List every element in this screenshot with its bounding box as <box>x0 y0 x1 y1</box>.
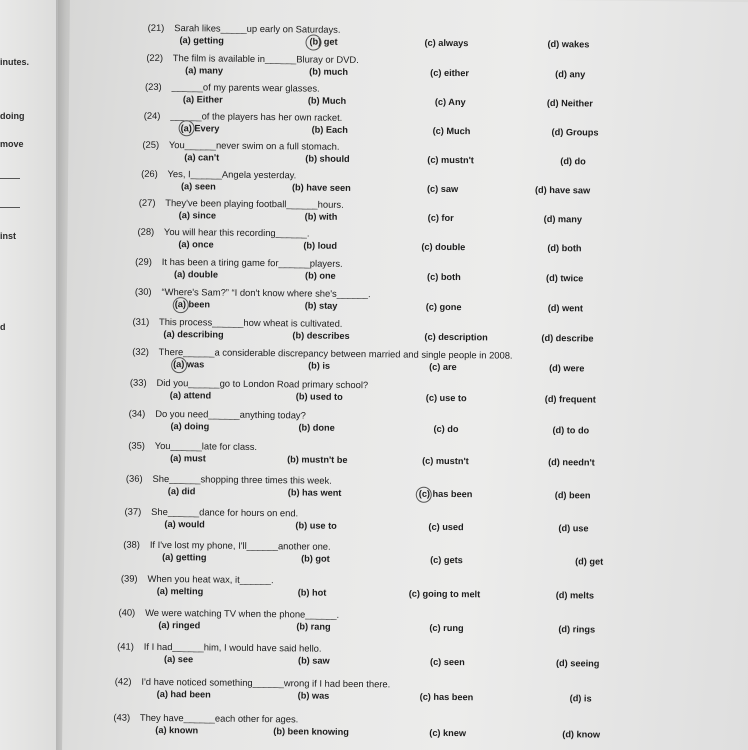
question-text: Do you need______anything today? <box>155 407 306 421</box>
question-stem <box>146 52 359 65</box>
option-c: (c) rung <box>429 622 464 634</box>
option-a: (a) did <box>167 486 196 497</box>
question-text: They have______each other for ages. <box>139 711 299 725</box>
fragment-text: d <box>0 322 6 332</box>
option-c: (c) double <box>421 241 466 253</box>
option-d: (d) have saw <box>534 184 591 196</box>
option-d: (d) frequent <box>544 393 596 405</box>
option-a: (a) was <box>173 359 205 370</box>
question-number: (31) <box>132 315 150 327</box>
question-text: I'd have noticed something______wrong if I had been there. <box>141 675 391 690</box>
option-a: (a) since <box>178 210 217 221</box>
question-text: It has been a tiring game for______players. <box>161 255 343 269</box>
question-text: She______shopping three times this week. <box>152 472 332 486</box>
question-number: (39) <box>120 572 138 584</box>
option-d: (d) describe <box>541 332 594 344</box>
question-42 <box>63 675 748 716</box>
question-stem <box>117 641 321 654</box>
fragment-text: move <box>0 139 24 149</box>
question-text: She______dance for hours on end. <box>151 505 299 519</box>
option-b: (b) hot <box>297 587 327 598</box>
question-number: (36) <box>125 472 143 484</box>
option-a: (a) Either <box>182 94 223 105</box>
option-b: (b) Each <box>311 124 348 135</box>
question-text: ______of the players has her own racket. <box>170 110 343 123</box>
option-d: (d) wakes <box>547 39 590 50</box>
question-stem <box>128 440 257 452</box>
option-d: (d) twice <box>546 273 584 284</box>
question-number: (37) <box>124 505 142 517</box>
question-number: (29) <box>135 255 152 267</box>
question-41 <box>63 640 748 681</box>
option-c: (c) has been <box>418 488 473 500</box>
question-text: We were watching TV when the phone______. <box>145 606 340 620</box>
option-b: (b) get <box>309 36 338 47</box>
question-number: (41) <box>117 640 134 652</box>
question-number: (24) <box>143 109 161 121</box>
question-stem <box>121 573 274 586</box>
question-text: When you heat wax, it______. <box>147 572 274 586</box>
option-d: (d) know <box>562 729 601 740</box>
question-number: (40) <box>118 606 136 618</box>
worksheet-page <box>62 0 748 750</box>
option-a: (a) melting <box>156 585 204 597</box>
option-a: (a) Every <box>180 123 220 134</box>
question-number: (28) <box>137 225 155 237</box>
fragment-text: doing <box>0 111 25 121</box>
option-c: (c) both <box>427 271 461 283</box>
option-d: (d) seeing <box>555 658 600 669</box>
question-text: “Where's Sam?” “I don't know where she's______. <box>161 285 371 300</box>
question-stem <box>118 607 339 620</box>
option-b: (b) stay <box>304 300 338 311</box>
option-c: (c) knew <box>429 727 467 739</box>
question-number: (25) <box>142 138 160 150</box>
option-d: (d) both <box>547 243 582 254</box>
question-text: You______late for class. <box>154 439 258 452</box>
option-a: (a) describing <box>163 328 224 340</box>
option-b: (b) Much <box>307 95 347 106</box>
question-stem <box>113 711 298 724</box>
option-b: (b) have seen <box>291 182 351 193</box>
question-text: If I had______him, I would have said hello. <box>143 640 322 654</box>
option-c: (c) gone <box>425 301 462 313</box>
answer-circle-mark <box>305 34 321 50</box>
option-a: (a) once <box>178 239 214 250</box>
option-d: (d) Groups <box>551 127 599 138</box>
option-d: (d) been <box>554 490 591 501</box>
option-a: (a) known <box>155 724 199 736</box>
question-stem <box>129 408 306 421</box>
question-number: (38) <box>123 538 140 550</box>
option-c: (c) mustn't <box>427 154 474 166</box>
option-c: (c) saw <box>426 183 459 195</box>
fragment-text: inutes. <box>0 57 30 67</box>
question-text: ______of my parents wear glasses. <box>171 81 320 94</box>
fragment-line <box>0 178 20 179</box>
option-b: (b) is <box>308 360 331 371</box>
question-text: There______a considerable discrepancy between married and single people in 2008. <box>158 345 513 361</box>
question-text: Did you______go to London Road primary school? <box>156 376 369 391</box>
option-d: (d) Neither <box>546 98 593 109</box>
question-number: (30) <box>134 285 152 297</box>
previous-page-edge <box>0 0 58 750</box>
question-text: Yes, I______Angela yesterday. <box>167 168 297 181</box>
question-text: Sarah likes_____up early on Saturdays. <box>174 22 341 35</box>
question-stem <box>135 286 371 299</box>
question-stem <box>133 316 343 329</box>
question-text: This process______how wheat is cultivated. <box>158 315 343 329</box>
option-a: (a) had been <box>156 688 211 700</box>
question-number: (35) <box>128 439 146 451</box>
fragment-text: inst <box>0 231 17 241</box>
option-c: (c) has been <box>419 691 474 703</box>
option-d: (d) rings <box>558 624 596 635</box>
option-b: (b) use to <box>295 520 337 531</box>
option-a: (a) many <box>185 65 224 76</box>
question-stem <box>137 226 309 239</box>
question-stem <box>141 168 296 181</box>
option-b: (b) with <box>304 211 338 222</box>
question-text: They've been playing football______hours. <box>165 197 344 210</box>
option-d: (d) use <box>558 523 589 534</box>
option-c: (c) always <box>424 37 469 49</box>
option-c: (c) do <box>433 423 459 435</box>
option-b: (b) used to <box>295 391 343 402</box>
option-b: (b) loud <box>303 240 338 251</box>
option-a: (a) double <box>174 269 219 280</box>
option-b: (b) rang <box>296 621 331 632</box>
option-c: (c) Any <box>434 96 466 108</box>
option-b: (b) much <box>309 66 349 77</box>
option-d: (d) went <box>547 303 584 314</box>
option-b: (b) was <box>297 690 330 701</box>
question-stem <box>123 539 330 552</box>
fragment-line <box>0 207 20 208</box>
option-a: (a) seen <box>180 181 216 192</box>
question-stem <box>115 676 391 690</box>
option-b: (b) should <box>305 153 350 164</box>
question-stem <box>126 473 332 486</box>
option-d: (d) were <box>549 363 585 374</box>
question-text: You______never swim on a full stomach. <box>168 139 340 152</box>
question-stem <box>130 377 368 390</box>
question-stem <box>144 110 343 123</box>
option-a: (a) been <box>174 299 211 310</box>
answer-circle-mark <box>171 357 187 373</box>
option-b: (b) done <box>298 422 335 433</box>
option-b: (b) describes <box>292 330 350 341</box>
question-number: (34) <box>128 407 146 419</box>
answer-circle-mark <box>179 120 195 136</box>
question-number: (21) <box>147 21 165 33</box>
question-number: (33) <box>129 376 147 388</box>
option-d: (d) do <box>560 156 586 167</box>
option-c: (c) description <box>424 331 488 343</box>
option-d: (d) needn't <box>548 457 595 468</box>
question-stem <box>139 197 344 210</box>
question-number: (23) <box>144 80 162 92</box>
question-number: (26) <box>141 167 158 179</box>
option-c: (c) Much <box>432 125 471 137</box>
option-d: (d) is <box>569 693 592 704</box>
answer-circle-mark <box>416 487 432 503</box>
question-stem <box>148 22 341 35</box>
question-stem <box>145 81 320 94</box>
option-b: (b) one <box>305 270 336 281</box>
option-a: (a) must <box>170 453 206 464</box>
option-d: (d) many <box>543 213 583 225</box>
option-a: (a) would <box>164 519 205 530</box>
question-text: You will hear this recording______. <box>163 225 310 239</box>
option-c: (c) used <box>428 521 464 533</box>
question-text: If I've lost my phone, I'll______another one. <box>149 538 331 552</box>
option-b: (b) been knowing <box>273 726 349 737</box>
option-c: (c) either <box>430 67 470 79</box>
option-d: (d) any <box>555 69 586 80</box>
option-b: (b) has went <box>287 487 342 498</box>
question-number: (42) <box>114 675 132 687</box>
option-a: (a) getting <box>162 551 207 563</box>
option-a: (a) getting <box>179 35 224 46</box>
option-a: (a) can't <box>184 152 220 163</box>
option-d: (d) get <box>575 556 604 567</box>
question-43 <box>62 711 748 750</box>
option-c: (c) for <box>427 212 454 224</box>
question-stem <box>142 139 339 152</box>
question-number: (27) <box>138 196 156 208</box>
question-stem <box>125 506 299 519</box>
option-d: (d) melts <box>555 590 595 601</box>
option-c: (c) gets <box>430 554 463 566</box>
option-a: (a) see <box>163 654 194 665</box>
option-c: (c) use to <box>425 392 467 404</box>
question-number: (22) <box>146 51 164 63</box>
question-text: The film is available in______Bluray or DVD. <box>172 52 359 66</box>
option-a: (a) doing <box>170 421 210 432</box>
option-a: (a) ringed <box>158 619 201 631</box>
question-number: (43) <box>113 711 131 723</box>
question-stem <box>135 256 343 269</box>
option-a: (a) attend <box>169 390 212 401</box>
question-number: (32) <box>132 345 150 357</box>
option-d: (d) to do <box>552 425 590 436</box>
option-c: (c) are <box>429 361 457 373</box>
option-b: (b) mustn't be <box>287 454 348 465</box>
option-b: (b) got <box>301 553 330 564</box>
answer-circle-mark <box>173 297 189 313</box>
option-b: (b) saw <box>297 655 330 666</box>
option-c: (c) seen <box>429 656 465 668</box>
option-c: (c) going to melt <box>408 588 481 600</box>
option-c: (c) mustn't <box>422 455 469 467</box>
